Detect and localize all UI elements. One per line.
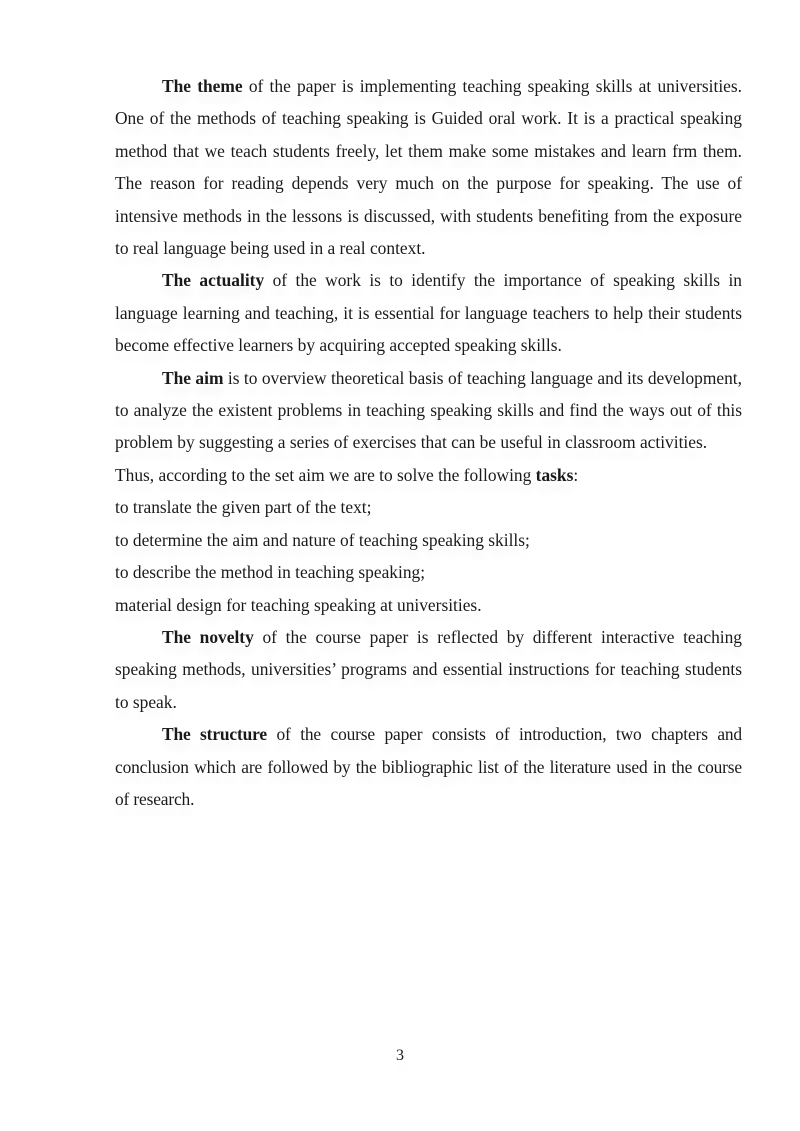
task-item: to determine the aim and nature of teaching speaking skills; <box>115 529 530 550</box>
paragraph-theme-text: of the paper is implementing teaching speaking skills at universities. One of the methods of teaching speaking is Guided oral work. It is a practical speaking method that we teach students freely, let them make some mistakes and learn frm them. The reason for reading depends very much on the purpose for speaking. The use of intensive methods in the lessons is discussed, with students benefiting from the exposure to real language being used in a real context. <box>115 76 742 259</box>
tasks-intro <box>115 459 742 491</box>
keyword-structure: The structure <box>162 724 267 745</box>
keyword-novelty: The novelty <box>162 626 254 647</box>
task-item: to translate the given part of the text; <box>115 497 372 518</box>
paragraph-actuality <box>115 264 742 361</box>
page-number: 3 <box>396 1047 404 1064</box>
task-item: to describe the method in teaching speaking; <box>115 562 426 583</box>
keyword-aim: The aim <box>162 367 224 388</box>
keyword-tasks: tasks <box>535 464 574 485</box>
paragraph-novelty-text: of the course paper is reflected by different interactive teaching speaking methods, universities’ programs and essential instructions for teaching students to speak. <box>115 626 742 712</box>
keyword-actuality: The actuality <box>162 270 265 291</box>
paragraph-theme <box>115 70 742 264</box>
keyword-theme: The theme <box>162 76 243 96</box>
paragraph-novelty <box>115 621 742 718</box>
tasks-intro-text: Thus, according to the set aim we are to solve the following <box>115 464 536 485</box>
task-item: material design for teaching speaking at universities. <box>115 594 482 615</box>
paragraph-structure <box>115 718 742 815</box>
tasks-intro-colon: : <box>573 464 579 485</box>
page-body <box>115 70 742 815</box>
paragraph-aim <box>115 362 742 459</box>
paragraph-structure-text: of the course paper consists of introduction, two chapters and conclusion which are followed by the bibliographic list of the literature used in the course of research. <box>115 724 742 809</box>
paragraph-actuality-text: of the work is to identify the importance of speaking skills in language learning and teaching, it is essential for language teachers to help their students become effective learners by acquiring accepted speaking skills. <box>115 270 742 356</box>
paragraph-aim-text: is to overview theoretical basis of teaching language and its development, to analyze the existent problems in teaching speaking skills and find the ways out of this problem by suggesting a series of exercises that can be useful in classroom activities. <box>115 367 742 453</box>
